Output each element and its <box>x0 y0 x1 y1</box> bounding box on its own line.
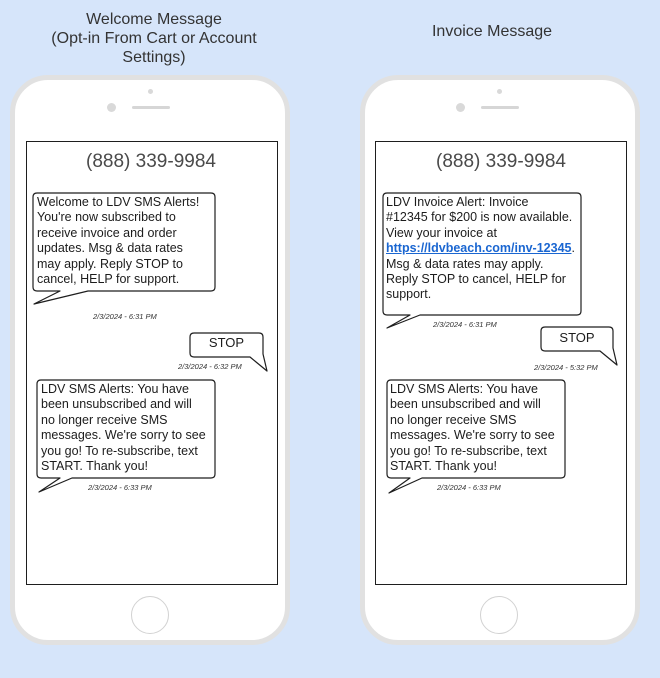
right-stop-reply: STOP <box>559 330 595 345</box>
left-timestamp-2: 2/3/2024 - 6:32 PM <box>178 362 242 371</box>
right-heading: Invoice Message <box>431 23 553 40</box>
right-invoice-message <box>386 195 582 303</box>
invoice-text-b: . Msg & data rates may apply. Reply STOP to cancel, HELP for support. <box>386 241 575 302</box>
left-timestamp-1: 2/3/2024 - 6:31 PM <box>93 312 157 321</box>
left-phone-number: (888) 339-9984 <box>86 151 216 172</box>
invoice-text-a: LDV Invoice Alert: Invoice #12345 for $200 is now available. View your invoice at <box>386 195 573 240</box>
right-unsubscribe-message: LDV SMS Alerts: You have been unsubscribed and will no longer receive SMS messages. We're sorry to see you go! To re-subscribe, text START. Thank you! <box>390 382 555 474</box>
left-timestamp-3: 2/3/2024 - 6:33 PM <box>88 483 152 492</box>
right-timestamp-3: 2/3/2024 - 6:33 PM <box>437 483 501 492</box>
invoice-link[interactable]: https://ldvbeach.com/inv-12345 <box>386 241 572 256</box>
left-stop-reply: STOP <box>208 335 245 350</box>
left-heading: Welcome Message (Opt-in From Cart or Account Settings) <box>51 11 257 66</box>
right-timestamp-2: 2/3/2024 - 5:32 PM <box>534 363 598 372</box>
left-unsubscribe-message: LDV SMS Alerts: You have been unsubscribed and will no longer receive SMS messages. We're sorry to see you go! To re-subscribe, text START. Thank you! <box>41 382 206 474</box>
left-welcome-message: Welcome to LDV SMS Alerts! You're now subscribed to receive invoice and order updates. Msg & data rates may apply. Reply STOP to cancel, HELP for support. <box>37 195 200 287</box>
right-phone-number: (888) 339-9984 <box>436 151 566 172</box>
right-timestamp-1: 2/3/2024 - 6:31 PM <box>433 320 497 329</box>
